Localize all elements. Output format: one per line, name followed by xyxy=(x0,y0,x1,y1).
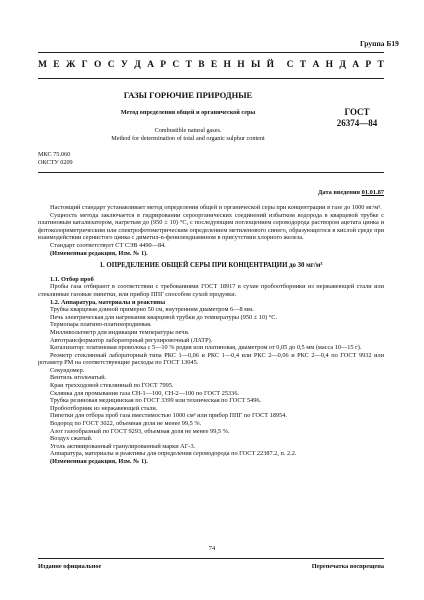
group-code: Группа Б19 xyxy=(360,39,399,48)
intro-paragraph: Сущность метода заключается в гидрировании сероорганических соединений избытком водорода в кварцевой трубке с платиновым катализатором, нагретым до (950 ± 10) °С, с последующим поглощением сероводорода раствором ацетата цинка и фотоколориметрическим или спектрофотометрическим определением метиленового синего, образующегося в кислой среде при взаимодействии сернистого цинка с диметил-n-фенилендиамином в присутствии хлорного железа. xyxy=(38,211,384,242)
top-rule xyxy=(38,52,384,53)
list-item: Водород по ГОСТ 3022, объемная доля не менее 99,5 %. xyxy=(50,420,202,428)
banner-letter: Ы xyxy=(250,60,261,70)
equipment-list xyxy=(38,306,384,458)
list-item: Воздух сжатый. xyxy=(50,435,93,443)
page-number: 74 xyxy=(208,545,216,552)
banner-letter: Д xyxy=(339,60,346,70)
banner-letter: О xyxy=(94,60,102,70)
intro-paragraph: Стандарт соответствует СТ СЭВ 4490—84. xyxy=(50,241,166,249)
effective-date-label: Дата введения xyxy=(318,189,361,196)
mks-code: МКС 75.060 xyxy=(38,151,71,158)
official-edition-note: Издание официальное xyxy=(38,563,102,570)
banner-letter: В xyxy=(198,60,205,70)
english-title-line-1: Combustible natural gases. xyxy=(154,127,222,134)
list-item: Кран трехходовой стеклянный по ГОСТ 7995. xyxy=(50,382,174,390)
banner-letter: Н xyxy=(325,60,334,70)
banner-letter: Й xyxy=(266,60,274,70)
banner-letter: Н xyxy=(223,60,231,70)
banner-letter: Г xyxy=(81,60,88,70)
list-item: Милливольтметр для индикации температуры печи. xyxy=(50,328,190,336)
banner-letter: С xyxy=(172,60,180,70)
list-item: Катализатор: платиновая проволока с 5—10 % родия или платиновая, диаметром от 0,05 до 0,5 мм (масса 10—15 г). xyxy=(50,344,362,352)
banner-letter: Р xyxy=(160,60,167,70)
banner-letter: А xyxy=(147,60,154,70)
list-item: Пробоотборник из нержавеющей стали. xyxy=(50,404,158,412)
banner-letter: У xyxy=(120,60,128,70)
banner-letter: А xyxy=(352,60,360,70)
subsection-heading: 1.2. Аппаратура, материалы и реактивы xyxy=(50,298,166,306)
sampling-paragraph: Пробы газа отбирают в соответствии с требованиями ГОСТ 18917 в сухие пробоотборники из нержавеющей стали или стеклянные газовые пипетки, или прибор ППГ способом сухой продувки. xyxy=(38,283,384,298)
list-item: Склянка для промывания газа СН-1—100, СН-2—100 по ГОСТ 25336. xyxy=(50,389,240,397)
banner-rule xyxy=(38,78,384,79)
banner-letter: Е xyxy=(210,60,218,70)
list-item: Вентиль игольчатый. xyxy=(50,374,107,382)
gost-number: 26374—84 xyxy=(336,118,378,128)
effective-date xyxy=(318,189,384,196)
effective-date-value: 01.01.87 xyxy=(361,189,384,196)
list-item: Реометр стеклянный лабораторный типа РКС 1—0,06 и РКС 1—0,4 или РКС 2—0,06 и РКС 2—0,4 по ГОСТ 9932 или ротаметр РМ на соответствующие расходы по ГОСТ 13045. xyxy=(38,351,384,367)
banner-letter: Д xyxy=(134,60,141,70)
footer-rule xyxy=(38,558,384,559)
list-item: Секундомер. xyxy=(50,366,85,374)
list-item: Печь электрическая для нагревания кварцевой трубки до температуры (950 ± 10) °С. xyxy=(50,313,278,321)
document-body xyxy=(38,204,384,466)
amendment-note: (Измененная редакция, Изм. № 1). xyxy=(50,458,148,465)
list-item: Аппаратура, материалы и реактивы для определения сероводорода по ГОСТ 22387.2, п. 2.2. xyxy=(50,450,297,458)
intro-paragraph: Настоящий стандарт устанавливает метод определения общей и органической серы при концентрации в газе до 1000 мг/м³. xyxy=(50,204,382,211)
banner-letter: С xyxy=(107,60,115,70)
method-title: Метод определения общей и органической серы xyxy=(120,109,256,116)
banner-letter: Р xyxy=(365,60,372,70)
section-heading: 1. ОПРЕДЕЛЕНИЕ ОБЩЕЙ СЕРЫ ПРИ КОНЦЕНТРАЦИИ до 30 мг/м³ xyxy=(99,262,323,270)
amendment-note: (Измененная редакция, Изм. № 1). xyxy=(50,249,148,257)
banner-letter: А xyxy=(312,60,320,70)
banner-letter: М xyxy=(38,60,47,70)
gost-designation xyxy=(330,107,384,129)
gost-label: ГОСТ xyxy=(344,107,370,117)
list-item: Азот газообразный по ГОСТ 9293, объемная доля не менее 99,5 %. xyxy=(50,427,230,435)
banner-letter: Ж xyxy=(65,60,76,70)
okstu-code: ОКСТУ 0209 xyxy=(38,159,73,166)
list-item: Пипетки для отбора проб газа вместимостью 1000 см³ или прибор ППГ по ГОСТ 18954. xyxy=(50,412,288,420)
banner-letter: С xyxy=(286,60,294,70)
banner-letter: Е xyxy=(53,60,60,70)
banner-letter: Т xyxy=(185,60,192,70)
interstate-standard-banner xyxy=(38,60,384,70)
standard-title: ГАЗЫ ГОРЮЧИЕ ПРИРОДНЫЕ xyxy=(123,90,253,100)
reprint-prohibited-note: Перепечатка воспрещена xyxy=(311,563,384,570)
list-item: Трубка кварцевая длиной примерно 50 см, внутренним диаметром 6—8 мм. xyxy=(50,306,254,314)
banner-letter: Т xyxy=(299,60,307,70)
subsection-heading: 1.1. Отбор проб xyxy=(50,275,94,283)
english-title-line-2: Method for determination of total and organic sulphur content xyxy=(111,135,265,142)
list-item: Трубка резиновая медицинская по ГОСТ 3399 или техническая по ГОСТ 5496. xyxy=(50,397,262,405)
banner-letter: Н xyxy=(237,60,245,70)
header-bottom-rule xyxy=(38,172,384,173)
list-item: Уголь активированный гранулированный марки АГ-3. xyxy=(50,442,196,450)
list-item: Термопара платино-платинородиевая. xyxy=(50,321,152,329)
list-item: Автотрансформатор лабораторный регулировочный (ЛАТР). xyxy=(50,336,213,344)
banner-letter: Т xyxy=(377,60,384,70)
